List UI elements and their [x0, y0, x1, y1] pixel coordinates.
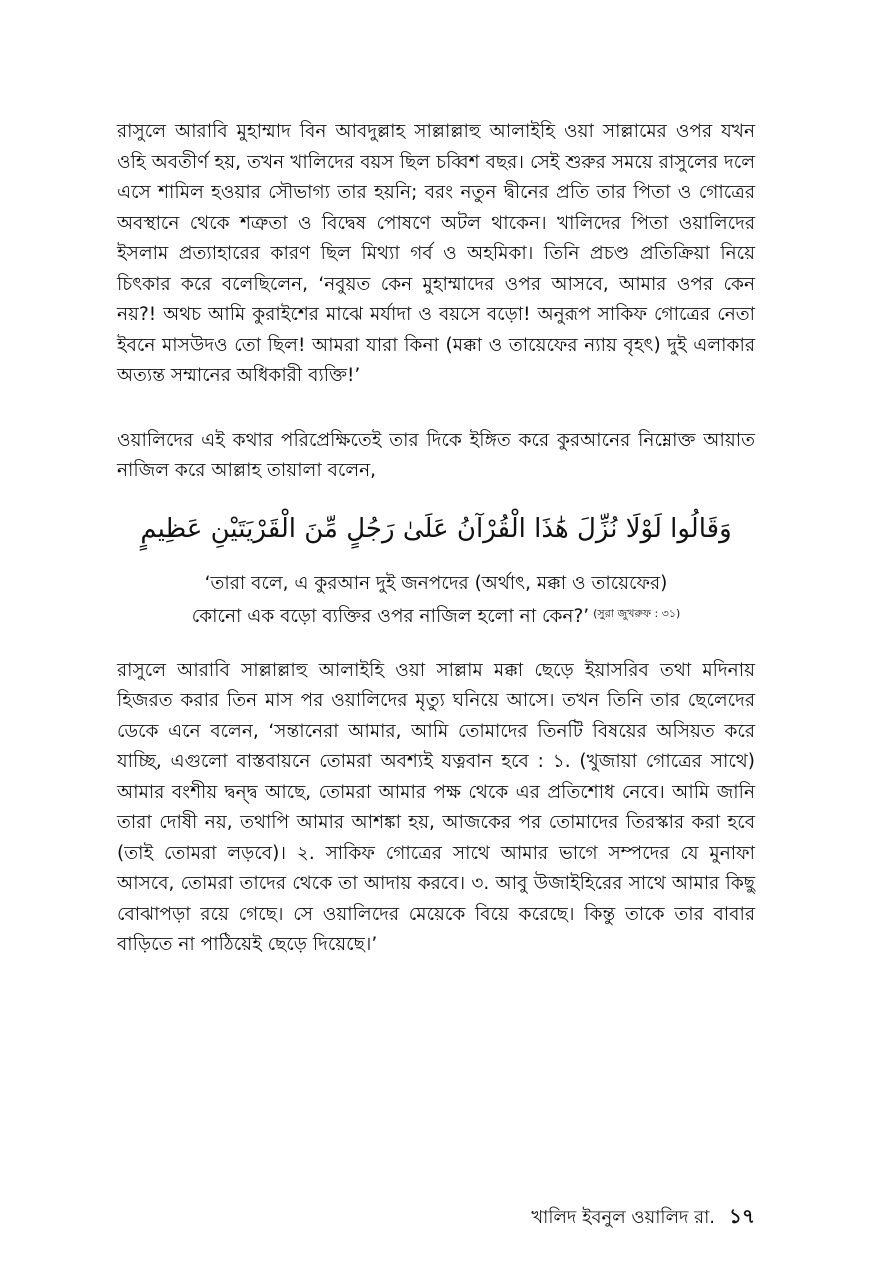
- page-body: [117, 117, 755, 961]
- running-title: খালিদ ইবনুল ওয়ালিদ রা.: [531, 1207, 716, 1228]
- page-footer: [0, 1204, 755, 1230]
- translation-line-2: কোনো এক বড়ো ব্যক্তির ওপর নাজিল হলো না কেন?’: [191, 605, 590, 627]
- verse-reference: (সুরা জুখরুফ : ৩১): [593, 606, 681, 620]
- quran-verse-arabic: وَقَالُوا لَوْلَا نُزِّلَ هَٰذَا الْقُرْآنُ عَلَىٰ رَجُلٍ مِّنَ الْقَرْيَتَيْنِ عَظِيمٍ: [140, 513, 732, 544]
- paragraph-3: রাসুলে আরাবি সাল্লাল্লাহু আলাইহি ওয়া সাল্লাম মক্কা ছেড়ে ইয়াসরিব তথা মদিনায় হিজরত করার তিন মাস পর ওয়ালিদের মৃত্যু ঘনিয়ে আসে। তখন তিনি তার ছেলেদের ডেকে এনে বলেন, ‘সন্তানেরা আমার, আমি তোমাদের তিনটি বিষয়ের অসিয়ত করে যাচ্ছি, এগুলো বাস্তবায়নে তোমরা অবশ্যই যত্নবান হবে : ১. (খুজায়া গোত্রের সাথে) আমার বংশীয় দ্বন্দ্ব আছে, তোমরা আমার পক্ষ থেকে এর প্রতিশোধ নেবে। আমি জানি তারা দোষী নয়, তথাপি আমার আশঙ্কা হয়, আজকের পর তোমাদের তিরস্কার করা হবে (তাই তোমরা লড়বে)। ২. সাকিফ গোত্রের সাথে আমার ভাগে সম্পদের যে মুনাফা আসবে, তোমরা তাদের থেকে তা আদায় করবে। ৩. আবু উজাইহিরের সাথে আমার কিছু বোঝাপড়া রয়ে গেছে। সে ওয়ালিদের মেয়েকে বিয়ে করেছে। কিন্তু তাকে তার বাবার বাড়িতে না পাঠিয়েই ছেড়ে দিয়েছে।’: [117, 659, 755, 955]
- paragraph-2: ওয়ালিদের এই কথার পরিপ্রেক্ষিতেই তার দিকে ইঙ্গিত করে কুরআনের নিম্নোক্ত আয়াত নাজিল করে আল্লাহ তায়ালা বলেন,: [117, 429, 755, 481]
- verse-translation: [117, 569, 755, 632]
- paragraph-1: রাসুলে আরাবি মুহাম্মাদ বিন আবদুল্লাহ সাল্লাল্লাহু আলাইহি ওয়া সাল্লামের ওপর যখন ওহি অবতীর্ণ হয়, তখন খালিদের বয়স ছিল চব্বিশ বছর। সেই শুরুর সময়ে রাসুলের দলে এসে শামিল হওয়ার সৌভাগ্য তার হয়নি; বরং নতুন দ্বীনের প্রতি তার পিতা ও গোত্রের অবস্থানে থেকে শত্রুতা ও বিদ্বেষ পোষণে অটল থাকেন। খালিদের পিতা ওয়ালিদের ইসলাম প্রত্যাহারের কারণ ছিল মিথ্যা গর্ব ও অহমিকা। তিনি প্রচণ্ড প্রতিক্রিয়া নিয়ে চিৎকার করে বলেছিলেন, ‘নবুয়ত কেন মুহাম্মাদের ওপর আসবে, আমার ওপর কেন নয়?! অথচ আমি কুরাইশের মাঝে মর্যাদা ও বয়সে বড়ো! অনুরূপ সাকিফ গোত্রের নেতা ইবনে মাসউদও তো ছিল! আমরা যারা কিনা (মক্কা ও তায়েফের ন্যায় বৃহৎ) দুই এলাকার অত্যন্ত সম্মানের অধিকারী ব্যক্তি!’: [117, 121, 755, 386]
- page-number: ১৭: [729, 1204, 755, 1228]
- translation-line-1: ‘তারা বলে, এ কুরআন দুই জনপদের (অর্থাৎ, মক্কা ও তায়েফের): [204, 572, 668, 594]
